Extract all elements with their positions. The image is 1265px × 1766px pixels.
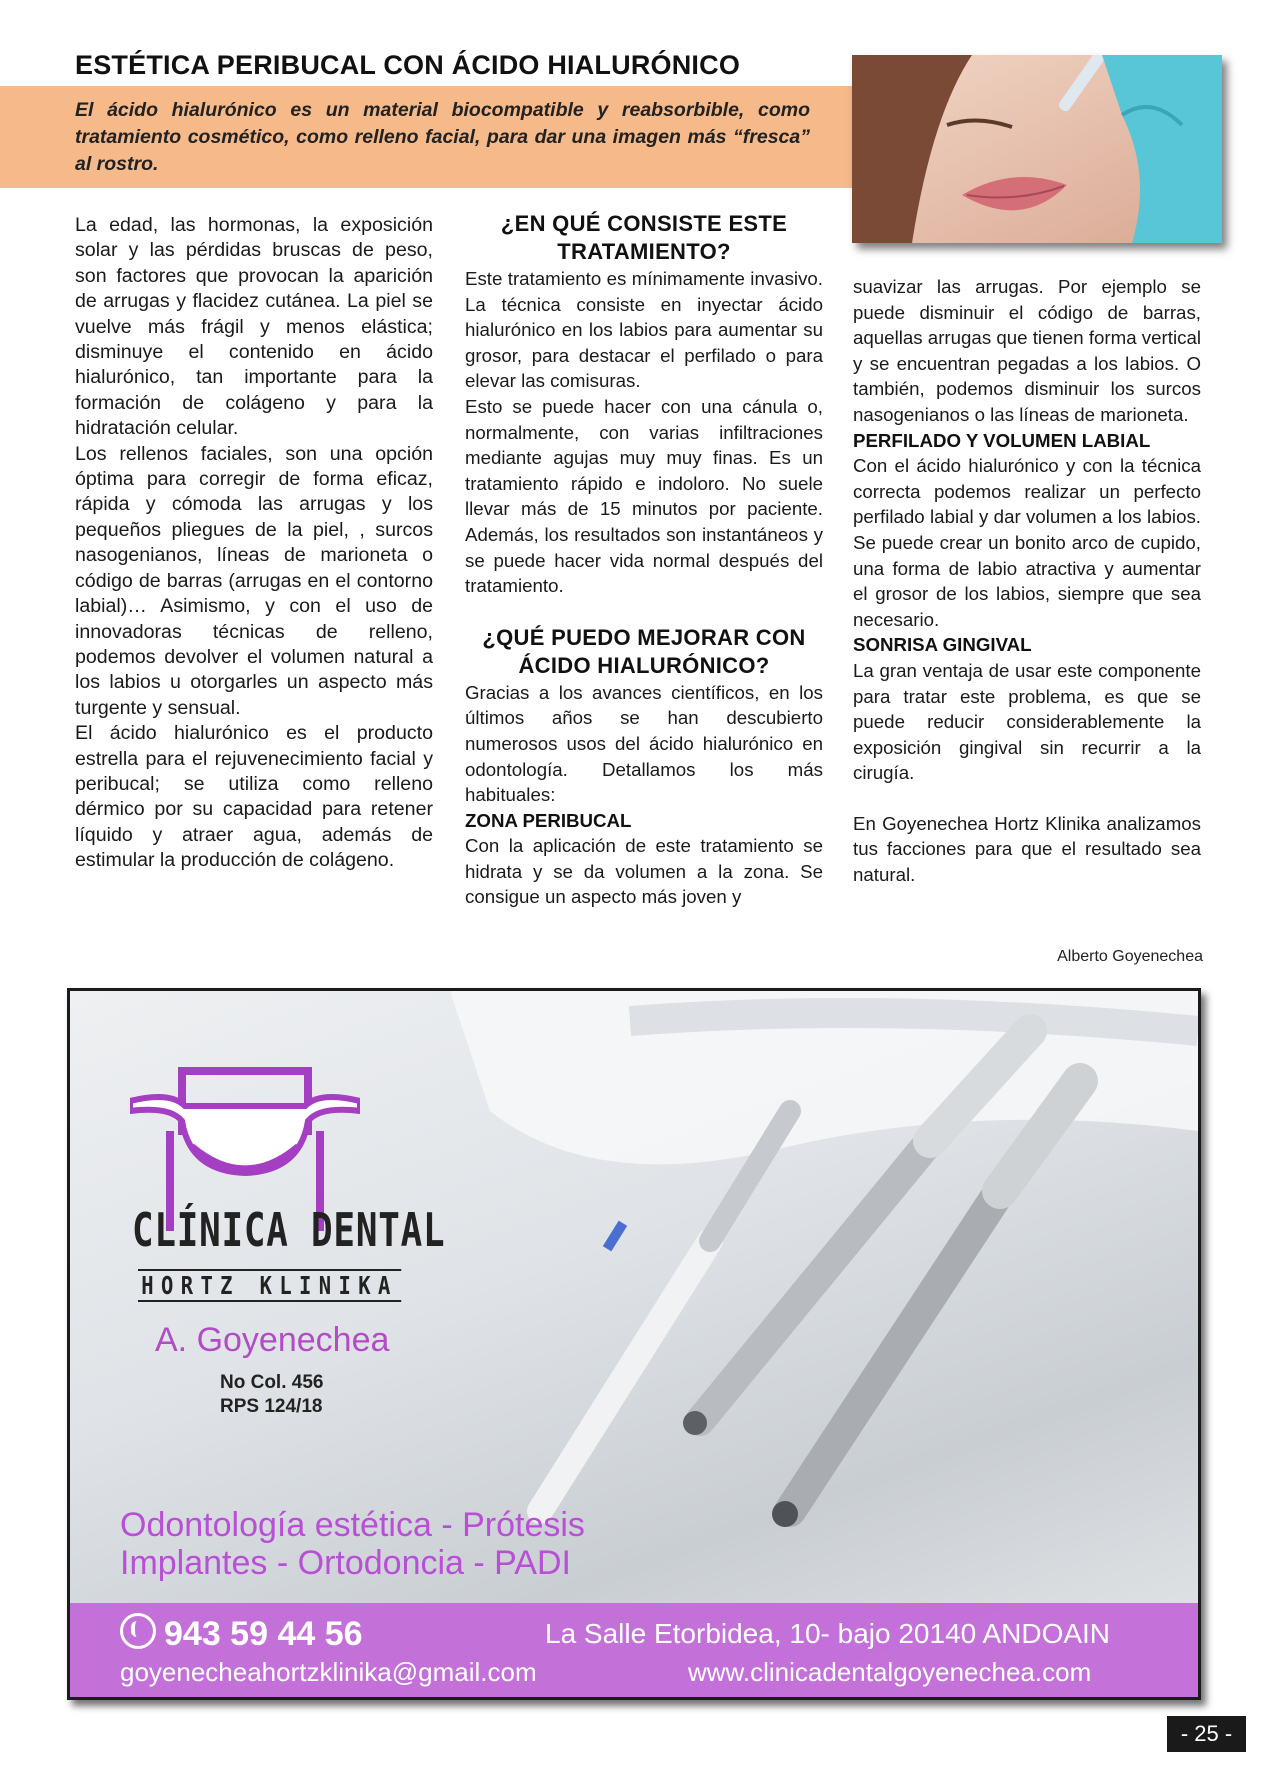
paragraph: En Goyenechea Hortz Klinika analizamos tus facciones para que el resultado sea natural. xyxy=(853,812,1201,886)
services-line: Odontología estética - Prótesis xyxy=(120,1506,585,1544)
page-number: - 25 - xyxy=(1167,1716,1246,1752)
column-1 xyxy=(75,213,433,874)
article-author: Alberto Goyenechea xyxy=(1057,948,1203,965)
article-title: ESTÉTICA PERIBUCAL CON ÁCIDO HIALURÓNICO xyxy=(75,50,741,80)
subsection-heading: ZONA PERIBUCAL xyxy=(465,809,632,831)
paragraph: Con la aplicación de este tratamiento se hidrata y se da volumen a la zona. Se consigue un aspecto más joven y xyxy=(465,835,823,908)
phone-icon xyxy=(120,1613,156,1649)
paragraph: Esto se puede hacer con una cánula o, normalmente, con varias infiltraciones mediante agujas muy muy finas. Es un tratamiento rápido e indoloro. No suele llevar más de 15 minutos por paciente. Además, los resultados son instantáneos y se puede hacer vida normal después del tratamiento. xyxy=(465,395,823,597)
rps-number: RPS 124/18 xyxy=(220,1396,323,1417)
phone-number: 943 59 44 56 xyxy=(164,1615,363,1653)
paragraph: Con el ácido hialurónico y con la técnica correcta podemos realizar un perfecto perfilado labial y dar volumen a los labios. Se puede crear un bonito arco de cupido, una forma de labio atractiva y aumentar el grosor de los labios, siempre que sea necesario. xyxy=(853,455,1201,630)
column-2 xyxy=(465,210,823,910)
section-heading: ¿EN QUÉ CONSISTE ESTE TRATAMIENTO? xyxy=(500,211,788,264)
clinic-website: www.clinicadentalgoyenechea.com xyxy=(688,1657,1092,1687)
college-number: No Col. 456 xyxy=(220,1372,324,1393)
services-list xyxy=(120,1506,585,1582)
paragraph: La gran ventaja de usar este componente para tratar este problema, es que se puede reducir considerablemente la exposición gingival sin recurrir a la cirugía. xyxy=(853,659,1201,784)
paragraph: Los rellenos faciales, son una opción óptima para corregir de forma eficaz, rápida y cómoda las arrugas y los pequeños pliegues de la piel, , surcos nasogenianos, líneas de marioneta o código de barras (arrugas en el contorno labial)… Asimismo, y con el uso de innovadoras técnicas de relleno, podemos devolver el volumen natural a los labios u otorgarles un aspecto más turgente y sensual. xyxy=(75,442,433,719)
lip-injection-photo xyxy=(852,55,1222,243)
clinic-address: La Salle Etorbidea, 10- bajo 20140 ANDOAIN xyxy=(545,1618,1111,1649)
article-lead: El ácido hialurónico es un material biocompatible y reabsorbible, como tratamiento cosmético, como relleno facial, para dar una imagen más “fresca” al rostro. xyxy=(75,99,810,175)
paragraph: Gracias a los avances científicos, en los últimos años se han descubierto numerosos usos del ácido hialurónico en odontología. Detallamos los más habituales: xyxy=(465,681,823,806)
services-line: Implantes - Ortodoncia - PADI xyxy=(120,1544,571,1582)
clinic-logo-icon xyxy=(130,1031,360,1231)
subsection-heading: SONRISA GINGIVAL xyxy=(853,634,1032,656)
registration-numbers xyxy=(220,1371,323,1419)
section-heading: ¿QUÉ PUEDO MEJORAR CON ÁCIDO HIALURÓNICO? xyxy=(482,624,806,678)
doctor-name: A. Goyenechea xyxy=(155,1321,390,1359)
subsection-heading: PERFILADO Y VOLUMEN LABIAL xyxy=(853,429,1151,451)
clinic-advertisement xyxy=(67,988,1201,1700)
paragraph: El ácido hialurónico es el producto estrella para el rejuvenecimiento facial y peribucal; se utiliza como relleno dérmico por su capacidad para retener líquido y atraer agua, además de estimular la producción de colágeno. xyxy=(75,722,433,872)
clinic-name: CLÍNICA DENTAL xyxy=(132,1203,446,1257)
paragraph: La edad, las hormonas, la exposición solar y las pérdidas bruscas de peso, son factores que provocan la aparición de arrugas y flacidez cutánea. La piel se vuelve más frágil y menos elástica; disminuye el contenido en ácido hialurónico, tan importante para la formación de colágeno y para la hidratación celular. xyxy=(75,214,433,440)
phone-contact xyxy=(120,1613,363,1654)
clinic-email: goyenecheahortzklinika@gmail.com xyxy=(120,1657,537,1687)
paragraph: suavizar las arrugas. Por ejemplo se puede disminuir el código de barras, aquellas arrugas que tienen forma vertical y se encuentran pegadas a los labios. O también, podemos disminuir los surcos nasogenianos o las líneas de marioneta. xyxy=(853,276,1201,425)
column-3 xyxy=(853,274,1201,888)
clinic-subtitle: HORTZ KLINIKA xyxy=(138,1269,401,1302)
paragraph: Este tratamiento es mínimamente invasivo. La técnica consiste en inyectar ácido hialurónico en los labios para aumentar su grosor, para destacar el perfilado o para elevar las comisuras. xyxy=(465,268,823,392)
